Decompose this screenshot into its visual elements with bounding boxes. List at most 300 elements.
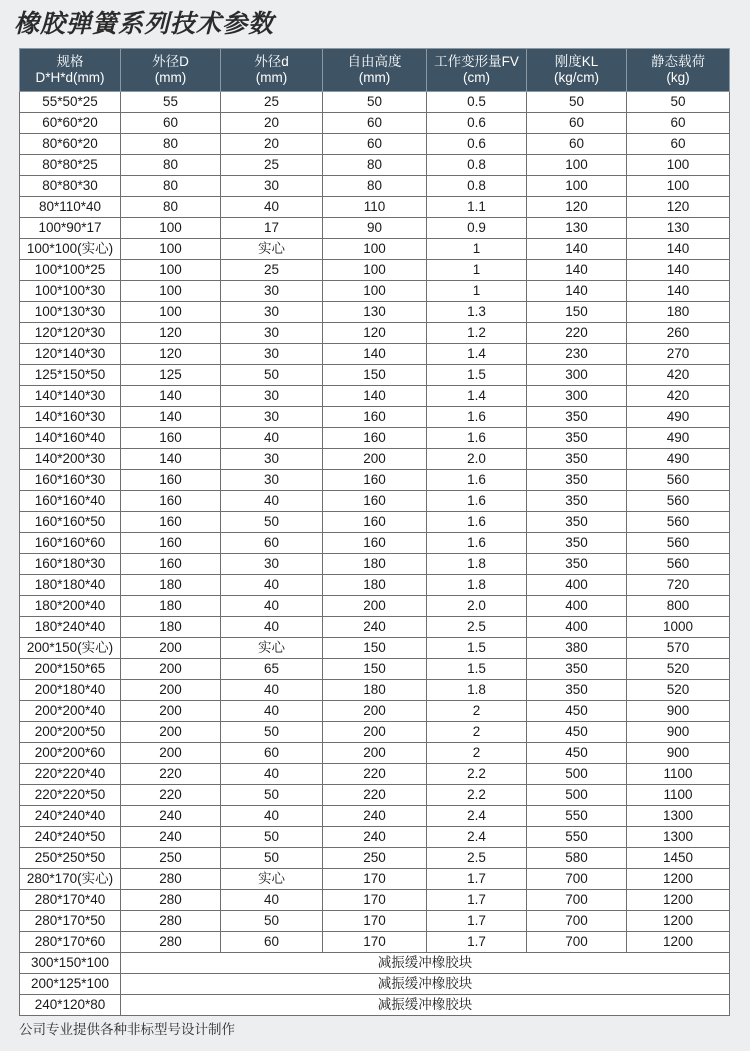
cell-free-height: 180 [323, 575, 427, 596]
header-stiffness [527, 49, 627, 92]
cell-deformation: 1.8 [427, 575, 527, 596]
cell-free-height: 180 [323, 680, 427, 701]
cell-inner-diameter: 实心 [221, 638, 323, 659]
table-row [20, 470, 730, 491]
cell-static-load: 140 [627, 260, 730, 281]
table-row [20, 218, 730, 239]
table-row [20, 596, 730, 617]
cell-deformation: 1.8 [427, 680, 527, 701]
cell-static-load: 570 [627, 638, 730, 659]
cell-deformation: 0.8 [427, 176, 527, 197]
cell-stiffness: 140 [527, 281, 627, 302]
cell-outer-diameter: 55 [121, 92, 221, 113]
cell-deformation: 2.5 [427, 617, 527, 638]
cell-outer-diameter: 220 [121, 785, 221, 806]
cell-inner-diameter: 50 [221, 512, 323, 533]
cell-deformation: 1.6 [427, 470, 527, 491]
cell-inner-diameter: 50 [221, 365, 323, 386]
cell-free-height: 240 [323, 806, 427, 827]
cell-inner-diameter: 40 [221, 596, 323, 617]
cell-outer-diameter: 180 [121, 617, 221, 638]
cell-free-height: 150 [323, 638, 427, 659]
cell-spec: 125*150*50 [20, 365, 121, 386]
cell-static-load: 560 [627, 512, 730, 533]
cell-inner-diameter: 实心 [221, 239, 323, 260]
cell-deformation: 1 [427, 239, 527, 260]
cell-free-height: 220 [323, 764, 427, 785]
cell-static-load: 1100 [627, 764, 730, 785]
cell-deformation: 1.2 [427, 323, 527, 344]
cell-deformation: 1.5 [427, 365, 527, 386]
table-row [20, 365, 730, 386]
cell-inner-diameter: 65 [221, 659, 323, 680]
table-row [20, 869, 730, 890]
cell-stiffness: 100 [527, 155, 627, 176]
cell-outer-diameter: 280 [121, 911, 221, 932]
cell-static-load: 1300 [627, 806, 730, 827]
cell-outer-diameter: 180 [121, 575, 221, 596]
cell-free-height: 250 [323, 848, 427, 869]
table-row [20, 806, 730, 827]
cell-outer-diameter: 100 [121, 218, 221, 239]
header-unit: (mm) [255, 70, 288, 85]
cell-static-load: 560 [627, 470, 730, 491]
cell-spec: 100*90*17 [20, 218, 121, 239]
header-spec [20, 49, 121, 92]
cell-free-height: 200 [323, 596, 427, 617]
table-row [20, 722, 730, 743]
cell-static-load: 420 [627, 365, 730, 386]
cell-inner-diameter: 50 [221, 911, 323, 932]
cell-note: 减振缓冲橡胶块 [121, 953, 730, 974]
cell-stiffness: 350 [527, 533, 627, 554]
cell-outer-diameter: 100 [121, 239, 221, 260]
cell-free-height: 60 [323, 113, 427, 134]
cell-inner-diameter: 30 [221, 176, 323, 197]
header-inner-diameter [221, 49, 323, 92]
cell-stiffness: 350 [527, 659, 627, 680]
table-row-note [20, 974, 730, 995]
cell-static-load: 1200 [627, 911, 730, 932]
cell-stiffness: 220 [527, 323, 627, 344]
cell-inner-diameter: 60 [221, 932, 323, 953]
cell-spec: 60*60*20 [20, 113, 121, 134]
header-outer-diameter [121, 49, 221, 92]
cell-spec: 200*200*60 [20, 743, 121, 764]
cell-free-height: 200 [323, 701, 427, 722]
cell-spec: 80*80*30 [20, 176, 121, 197]
cell-static-load: 140 [627, 281, 730, 302]
cell-free-height: 180 [323, 554, 427, 575]
table-row [20, 932, 730, 953]
cell-inner-diameter: 20 [221, 134, 323, 155]
cell-static-load: 1300 [627, 827, 730, 848]
header-label: 规格 [56, 54, 84, 69]
cell-static-load: 900 [627, 701, 730, 722]
cell-stiffness: 60 [527, 113, 627, 134]
header-label: 静态载荷 [651, 54, 705, 69]
cell-inner-diameter: 25 [221, 260, 323, 281]
cell-outer-diameter: 140 [121, 386, 221, 407]
table-row-note [20, 995, 730, 1016]
cell-spec: 200*150*65 [20, 659, 121, 680]
cell-stiffness: 700 [527, 869, 627, 890]
cell-deformation: 1 [427, 260, 527, 281]
table-row [20, 449, 730, 470]
cell-stiffness: 120 [527, 197, 627, 218]
cell-outer-diameter: 160 [121, 554, 221, 575]
cell-inner-diameter: 30 [221, 449, 323, 470]
cell-stiffness: 550 [527, 827, 627, 848]
cell-inner-diameter: 50 [221, 827, 323, 848]
cell-stiffness: 500 [527, 785, 627, 806]
cell-deformation: 2.2 [427, 764, 527, 785]
cell-outer-diameter: 140 [121, 449, 221, 470]
cell-deformation: 1.7 [427, 932, 527, 953]
cell-static-load: 100 [627, 176, 730, 197]
table-row [20, 890, 730, 911]
cell-spec: 200*200*40 [20, 701, 121, 722]
cell-static-load: 800 [627, 596, 730, 617]
cell-stiffness: 140 [527, 260, 627, 281]
cell-static-load: 120 [627, 197, 730, 218]
table-row [20, 386, 730, 407]
cell-spec: 120*140*30 [20, 344, 121, 365]
cell-stiffness: 450 [527, 722, 627, 743]
cell-inner-diameter: 60 [221, 533, 323, 554]
cell-outer-diameter: 100 [121, 302, 221, 323]
table-row [20, 848, 730, 869]
header-label: 外径d [254, 54, 289, 69]
table-row [20, 260, 730, 281]
cell-free-height: 200 [323, 449, 427, 470]
cell-stiffness: 550 [527, 806, 627, 827]
cell-static-load: 560 [627, 533, 730, 554]
cell-deformation: 2 [427, 722, 527, 743]
cell-stiffness: 700 [527, 932, 627, 953]
cell-outer-diameter: 280 [121, 869, 221, 890]
table-row [20, 155, 730, 176]
table-row-note [20, 953, 730, 974]
table-row [20, 512, 730, 533]
cell-inner-diameter: 40 [221, 806, 323, 827]
cell-free-height: 120 [323, 323, 427, 344]
cell-free-height: 60 [323, 134, 427, 155]
cell-deformation: 1.7 [427, 890, 527, 911]
cell-static-load: 490 [627, 449, 730, 470]
cell-static-load: 1000 [627, 617, 730, 638]
cell-stiffness: 700 [527, 890, 627, 911]
cell-spec: 100*130*30 [20, 302, 121, 323]
cell-spec: 100*100*30 [20, 281, 121, 302]
cell-stiffness: 380 [527, 638, 627, 659]
cell-deformation: 0.5 [427, 92, 527, 113]
cell-free-height: 80 [323, 155, 427, 176]
cell-deformation: 2 [427, 743, 527, 764]
cell-deformation: 1.6 [427, 407, 527, 428]
cell-outer-diameter: 160 [121, 491, 221, 512]
cell-deformation: 2.4 [427, 806, 527, 827]
cell-stiffness: 300 [527, 386, 627, 407]
cell-spec: 120*120*30 [20, 323, 121, 344]
cell-free-height: 160 [323, 512, 427, 533]
cell-outer-diameter: 200 [121, 680, 221, 701]
table-row [20, 302, 730, 323]
cell-outer-diameter: 240 [121, 827, 221, 848]
cell-spec: 200*180*40 [20, 680, 121, 701]
table-row [20, 785, 730, 806]
cell-deformation: 2.0 [427, 596, 527, 617]
cell-outer-diameter: 80 [121, 155, 221, 176]
cell-spec: 280*170*50 [20, 911, 121, 932]
cell-static-load: 1100 [627, 785, 730, 806]
cell-static-load: 900 [627, 722, 730, 743]
cell-stiffness: 350 [527, 449, 627, 470]
cell-static-load: 490 [627, 428, 730, 449]
table-row [20, 113, 730, 134]
table-row [20, 197, 730, 218]
cell-free-height: 90 [323, 218, 427, 239]
table-row [20, 239, 730, 260]
cell-stiffness: 350 [527, 491, 627, 512]
cell-deformation: 1.6 [427, 428, 527, 449]
cell-deformation: 1.6 [427, 512, 527, 533]
cell-deformation: 0.9 [427, 218, 527, 239]
cell-free-height: 160 [323, 470, 427, 491]
cell-free-height: 160 [323, 428, 427, 449]
cell-free-height: 160 [323, 491, 427, 512]
cell-spec: 140*140*30 [20, 386, 121, 407]
cell-static-load: 720 [627, 575, 730, 596]
cell-outer-diameter: 100 [121, 281, 221, 302]
cell-inner-diameter: 40 [221, 617, 323, 638]
cell-static-load: 1200 [627, 869, 730, 890]
cell-deformation: 0.6 [427, 134, 527, 155]
cell-spec: 200*200*50 [20, 722, 121, 743]
cell-deformation: 1.4 [427, 344, 527, 365]
cell-inner-diameter: 30 [221, 554, 323, 575]
cell-free-height: 50 [323, 92, 427, 113]
cell-inner-diameter: 40 [221, 764, 323, 785]
table-row [20, 92, 730, 113]
cell-deformation: 2.0 [427, 449, 527, 470]
table-row [20, 134, 730, 155]
cell-free-height: 150 [323, 659, 427, 680]
cell-static-load: 1450 [627, 848, 730, 869]
cell-deformation: 1.7 [427, 911, 527, 932]
cell-static-load: 130 [627, 218, 730, 239]
cell-inner-diameter: 30 [221, 344, 323, 365]
cell-spec: 180*200*40 [20, 596, 121, 617]
cell-static-load: 270 [627, 344, 730, 365]
cell-free-height: 110 [323, 197, 427, 218]
cell-static-load: 50 [627, 92, 730, 113]
header-free-height [323, 49, 427, 92]
cell-spec: 220*220*50 [20, 785, 121, 806]
cell-spec: 280*170*60 [20, 932, 121, 953]
cell-inner-diameter: 40 [221, 701, 323, 722]
cell-free-height: 100 [323, 239, 427, 260]
cell-outer-diameter: 60 [121, 113, 221, 134]
cell-inner-diameter: 40 [221, 428, 323, 449]
cell-inner-diameter: 30 [221, 302, 323, 323]
cell-spec: 200*150(实心) [20, 638, 121, 659]
header-unit: D*H*d(mm) [35, 70, 105, 85]
cell-outer-diameter: 160 [121, 512, 221, 533]
cell-outer-diameter: 240 [121, 806, 221, 827]
table-header-row [20, 49, 730, 92]
cell-spec: 280*170*40 [20, 890, 121, 911]
cell-outer-diameter: 160 [121, 470, 221, 491]
cell-inner-diameter: 30 [221, 281, 323, 302]
cell-outer-diameter: 100 [121, 260, 221, 281]
cell-stiffness: 400 [527, 575, 627, 596]
cell-static-load: 100 [627, 155, 730, 176]
cell-stiffness: 700 [527, 911, 627, 932]
cell-static-load: 520 [627, 680, 730, 701]
header-label: 刚度KL [554, 54, 599, 69]
cell-spec: 180*180*40 [20, 575, 121, 596]
cell-free-height: 200 [323, 722, 427, 743]
cell-spec: 100*100(实心) [20, 239, 121, 260]
table-row [20, 575, 730, 596]
cell-spec: 80*80*25 [20, 155, 121, 176]
header-unit: (cm) [463, 70, 490, 85]
cell-static-load: 560 [627, 491, 730, 512]
cell-outer-diameter: 120 [121, 344, 221, 365]
table-row [20, 659, 730, 680]
cell-stiffness: 580 [527, 848, 627, 869]
table-row [20, 176, 730, 197]
table-row [20, 764, 730, 785]
cell-stiffness: 300 [527, 365, 627, 386]
cell-inner-diameter: 实心 [221, 869, 323, 890]
footer-note: 公司专业提供各种非标型号设计制作 [19, 1022, 235, 1037]
cell-stiffness: 350 [527, 680, 627, 701]
cell-static-load: 260 [627, 323, 730, 344]
cell-outer-diameter: 200 [121, 701, 221, 722]
cell-free-height: 240 [323, 827, 427, 848]
cell-inner-diameter: 50 [221, 722, 323, 743]
cell-deformation: 0.8 [427, 155, 527, 176]
cell-outer-diameter: 200 [121, 659, 221, 680]
spec-table [19, 48, 730, 1016]
cell-free-height: 100 [323, 260, 427, 281]
cell-inner-diameter: 17 [221, 218, 323, 239]
table-row [20, 323, 730, 344]
cell-outer-diameter: 120 [121, 323, 221, 344]
cell-stiffness: 400 [527, 617, 627, 638]
cell-stiffness: 350 [527, 428, 627, 449]
header-deformation [427, 49, 527, 92]
cell-deformation: 1.1 [427, 197, 527, 218]
cell-spec: 250*250*50 [20, 848, 121, 869]
cell-outer-diameter: 220 [121, 764, 221, 785]
table-row [20, 491, 730, 512]
header-unit: (mm) [358, 70, 391, 85]
cell-stiffness: 350 [527, 512, 627, 533]
cell-spec: 160*180*30 [20, 554, 121, 575]
cell-inner-diameter: 30 [221, 386, 323, 407]
cell-spec: 280*170(实心) [20, 869, 121, 890]
cell-outer-diameter: 80 [121, 176, 221, 197]
cell-stiffness: 150 [527, 302, 627, 323]
table-row [20, 701, 730, 722]
header-label: 外径D [152, 54, 189, 69]
cell-deformation: 1.3 [427, 302, 527, 323]
table-body [20, 92, 730, 1016]
cell-stiffness: 50 [527, 92, 627, 113]
cell-deformation: 1.4 [427, 386, 527, 407]
cell-deformation: 1.6 [427, 533, 527, 554]
cell-static-load: 1200 [627, 932, 730, 953]
cell-static-load: 140 [627, 239, 730, 260]
cell-inner-diameter: 50 [221, 785, 323, 806]
cell-free-height: 150 [323, 365, 427, 386]
cell-inner-diameter: 25 [221, 92, 323, 113]
cell-static-load: 900 [627, 743, 730, 764]
table-row [20, 638, 730, 659]
cell-free-height: 160 [323, 407, 427, 428]
cell-inner-diameter: 40 [221, 680, 323, 701]
cell-stiffness: 60 [527, 134, 627, 155]
cell-stiffness: 100 [527, 176, 627, 197]
cell-free-height: 170 [323, 932, 427, 953]
cell-inner-diameter: 60 [221, 743, 323, 764]
cell-inner-diameter: 30 [221, 407, 323, 428]
cell-spec: 55*50*25 [20, 92, 121, 113]
cell-free-height: 80 [323, 176, 427, 197]
cell-spec: 220*220*40 [20, 764, 121, 785]
header-static-load [627, 49, 730, 92]
cell-deformation: 1.5 [427, 659, 527, 680]
cell-spec: 240*240*50 [20, 827, 121, 848]
header-unit: (kg) [666, 70, 690, 85]
header-label: 工作变形量FV [434, 54, 519, 69]
cell-stiffness: 500 [527, 764, 627, 785]
cell-spec: 140*160*40 [20, 428, 121, 449]
cell-free-height: 140 [323, 386, 427, 407]
cell-deformation: 2.4 [427, 827, 527, 848]
cell-deformation: 1.8 [427, 554, 527, 575]
cell-outer-diameter: 200 [121, 722, 221, 743]
cell-inner-diameter: 40 [221, 890, 323, 911]
table-row [20, 554, 730, 575]
cell-static-load: 180 [627, 302, 730, 323]
cell-inner-diameter: 25 [221, 155, 323, 176]
cell-spec: 200*125*100 [20, 974, 121, 995]
cell-spec: 240*240*40 [20, 806, 121, 827]
cell-deformation: 2.2 [427, 785, 527, 806]
cell-outer-diameter: 80 [121, 197, 221, 218]
header-unit: (mm) [154, 70, 187, 85]
cell-static-load: 560 [627, 554, 730, 575]
table-row [20, 281, 730, 302]
cell-spec: 140*160*30 [20, 407, 121, 428]
cell-spec: 80*60*20 [20, 134, 121, 155]
cell-outer-diameter: 160 [121, 533, 221, 554]
cell-free-height: 170 [323, 869, 427, 890]
cell-free-height: 240 [323, 617, 427, 638]
cell-spec: 180*240*40 [20, 617, 121, 638]
cell-deformation: 2.5 [427, 848, 527, 869]
cell-outer-diameter: 180 [121, 596, 221, 617]
table-row [20, 344, 730, 365]
cell-spec: 160*160*30 [20, 470, 121, 491]
cell-static-load: 520 [627, 659, 730, 680]
cell-inner-diameter: 30 [221, 470, 323, 491]
cell-outer-diameter: 140 [121, 407, 221, 428]
